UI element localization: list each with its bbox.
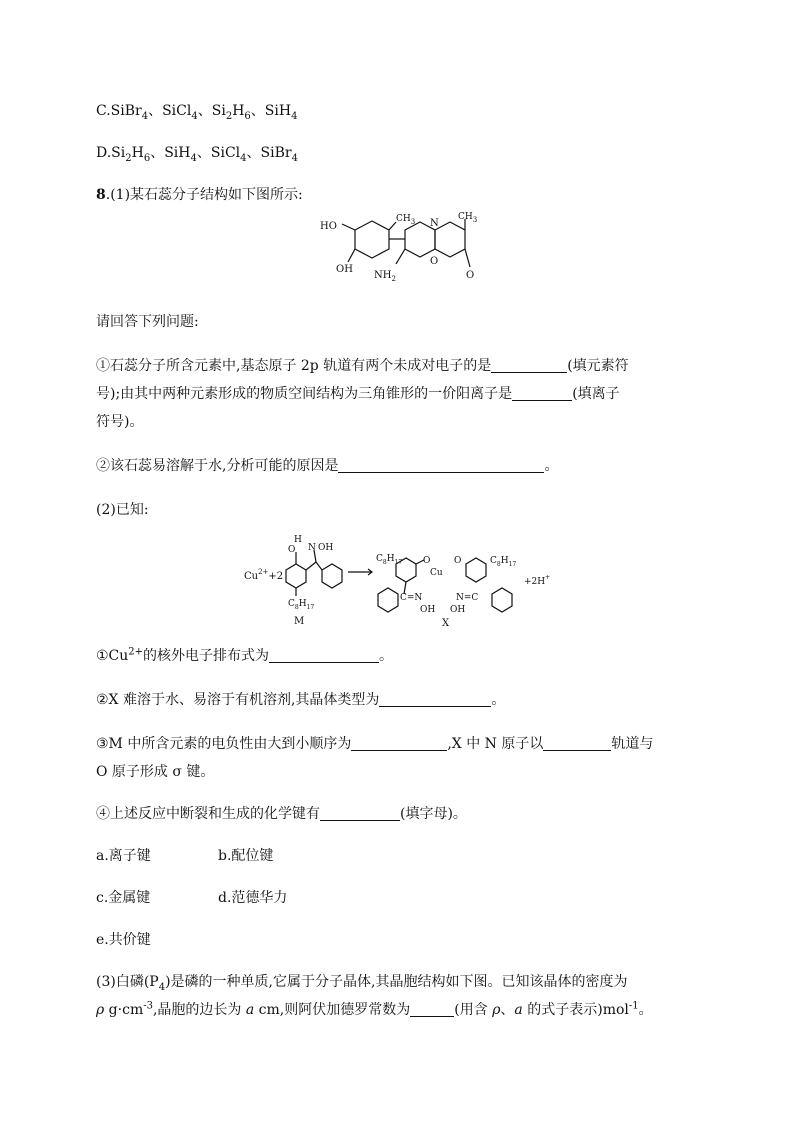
product-c8h17-right: $C_8H_{17}$ — [490, 556, 517, 568]
answer-blank-orbital[interactable] — [543, 736, 611, 751]
product-o-left: O — [423, 556, 431, 566]
part-2-title: (2)已知: — [96, 502, 149, 518]
q1-line-1: ①石蕊分子所含元素中,基态原子 2p 轨道有两个未成对电子的是 (填元素符 — [96, 358, 629, 374]
q1-line-2: 号);由其中两种元素形成的物质空间结构为三角锥形的一价阳离子是 (填离子 — [96, 386, 620, 402]
option-c: C.SiBr$_4$、SiCl$_4$、$Si_2H_6$、SiH$_4$ — [96, 103, 298, 122]
litmus-structure-figure — [312, 212, 492, 292]
choice-c: c.金属键 — [96, 890, 151, 906]
litmus-n-label: N — [430, 218, 439, 229]
answer-blank-element[interactable] — [491, 358, 567, 373]
reactant-n-label: N — [308, 543, 316, 553]
sub-q1-line: $①Cu^{2+}$的核外电子排布式为 。 — [96, 646, 394, 664]
compound-m-label: M — [294, 616, 305, 627]
answer-blank-config[interactable] — [269, 648, 379, 663]
answer-blank-bonds[interactable] — [320, 806, 400, 821]
litmus-oh-label: OH — [336, 264, 353, 275]
litmus-keto-o-label: O — [466, 270, 475, 281]
cu-center-label: Cu — [430, 568, 443, 578]
product-c8h17-left: $C_8H_{17}$ — [376, 554, 403, 566]
litmus-ring-o-label: O — [430, 256, 439, 267]
choice-d: d.范德华力 — [218, 890, 288, 906]
reactant-c8h17-label: $C_8H_{17}$ — [288, 599, 315, 611]
litmus-nh2-label: $NH_2$ — [374, 270, 396, 283]
product-oh-a: OH — [420, 605, 436, 615]
reactant-o-label: O — [288, 545, 296, 555]
cu-reactant-label: $Cu^{2+}+2$ — [244, 568, 284, 582]
product-2h-label: +2H+ — [524, 574, 551, 587]
sub-q3-line-2: O 原子形成 σ 键。 — [96, 764, 215, 780]
sub-q3-line-1: ③M 中所含元素的电负性由大到小顺序为 ,X 中 N 原子以 轨道与 — [96, 736, 654, 752]
reaction-figure — [244, 532, 574, 632]
product-oh-b: OH — [450, 605, 466, 615]
compound-x-label: X — [442, 618, 450, 629]
sub-q4-line: ④上述反应中断裂和生成的化学键有 (填字母)。 — [96, 806, 467, 822]
answer-blank-solubility[interactable] — [338, 458, 544, 473]
part-3-line-1: (3)白磷$(P_4)$是磷的一种单质,它属于分子晶体,其晶胞结构如下图。已知该晶体的密度为 — [96, 974, 628, 993]
sub-q2-line: ②X 难溶于水、易溶于有机溶剂,其晶体类型为 。 — [96, 692, 506, 708]
choice-b: b.配位键 — [218, 848, 274, 864]
answer-blank-cation[interactable] — [512, 386, 572, 401]
option-d: $D.Si_2H_6$、SiH$_4$、SiCl$_4$、SiBr$_4$ — [96, 145, 298, 164]
answer-blank-crystal[interactable] — [379, 692, 491, 707]
litmus-ch3-label-b: $CH_3$ — [458, 212, 478, 224]
answer-blank-avogadro[interactable] — [410, 1002, 454, 1017]
choice-a: a.离子键 — [96, 848, 151, 864]
product-o-right: O — [454, 556, 462, 566]
product-c-eq-n: C=N — [400, 593, 423, 603]
litmus-ho-label: HO — [320, 221, 337, 232]
question-8-title: 8.(1)某石蕊分子结构如下图所示: — [96, 187, 303, 203]
reactant-h-label: H — [294, 535, 302, 545]
q2-line: ②该石蕊易溶解于水,分析可能的原因是 。 — [96, 458, 559, 474]
product-n-eq-c: N=C — [456, 593, 479, 603]
answer-blank-electronegativity[interactable] — [351, 736, 447, 751]
q1-line-3: 符号)。 — [96, 414, 144, 430]
choice-e: e.共价键 — [96, 932, 151, 948]
reactant-oh-label: OH — [318, 543, 334, 553]
ask-line: 请回答下列问题: — [96, 314, 199, 330]
litmus-ch3-label-a: $CH_3$ — [396, 214, 416, 226]
part-3-line-2: ρ $g\cdot cm^{-3}$,晶胞的边长为 a cm,则阿伏加德罗常数为 (用含 ρ、a 的式子表示)mol$^{-1}$。 — [96, 1000, 653, 1018]
